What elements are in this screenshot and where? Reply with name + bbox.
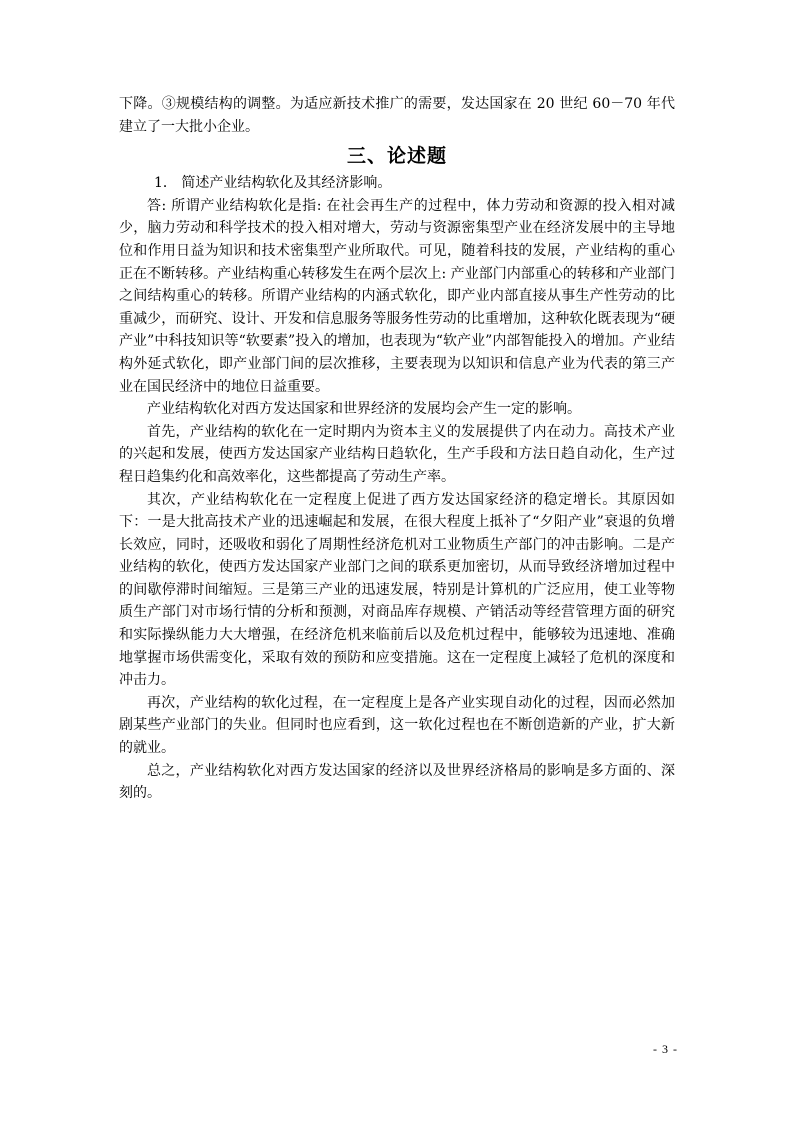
body-paragraph: 再次，产业结构的软化过程，在一定程度上是各产业实现自动化的过程，因而必然加剧某些产业部门的失业。但同时也应看到，这一软化过程也在不断创造新的产业，扩大新的就业。 xyxy=(119,694,675,757)
body-paragraph: 产业结构软化对西方发达国家和世界经济的发展均会产生一定的影响。 xyxy=(147,401,581,418)
section-title: 三、论述题 xyxy=(346,145,447,168)
intro-paragraph: 下降。③规模结构的调整。为适应新技术推广的需要，发达国家在 20 世纪 60－70 年代建立了一大批小企业。 xyxy=(119,96,675,135)
page-content xyxy=(119,93,675,805)
question-heading: 1． 简述产业结构软化及其经济影响。 xyxy=(154,175,392,192)
body-paragraph: 首先，产业结构的软化在一定时期内为资本主义的发展提供了内在动力。高技术产业的兴起和发展，使西方发达国家产业结构日趋软化，生产手段和方法日趋自动化，生产过程日趋集约化和高效率化，这些都提高了劳动生产率。 xyxy=(119,423,675,485)
conclusion-paragraph: 总之，产业结构软化对西方发达国家的经济以及世界经济格局的影响是多方面的、深刻的。 xyxy=(119,762,675,802)
answer-paragraph: 答: 所谓产业结构软化是指: 在社会再生产的过程中，体力劳动和资源的投入相对减少，脑力劳动和科学技术的投入相对增大，劳动与资源密集型产业在经济发展中的主导地位和作用日益为知识和技术密集型产业所取代。可见，随着科技的发展，产业结构的重心正在不断转移。产业结构重心转移发生在两个层次上: 产业部门内部重心的转移和产业部门之间结构重心的转移。所谓产业结构的内涵式软化，即产业内部直接从事生产性劳动的比重减少，而研究、设计、开发和信息服务等服务性劳动的比重增加，这种软化既表现为“硬产业”中科技知识等“软要素”投入的增加，也表现为“软产业”内部智能投入的增加。产业结构外延式软化，即产业部门间的层次推移，主要表现为以知识和信息产业为代表的第三产业在国民经济中的地位日益重要。 xyxy=(119,197,675,395)
page-number: - 3 - xyxy=(653,1042,678,1056)
body-paragraph: 其次，产业结构软化在一定程度上促进了西方发达国家经济的稳定增长。其原因如下：一是大批高技术产业的迅速崛起和发展，在很大程度上抵补了“夕阳产业”衰退的负增长效应，同时，还吸收和弱化了周期性经济危机对工业物质生产部门的冲击影响。二是产业结构的软化，使西方发达国家产业部门之间的联系更加密切，从而导致经济增加过程中的间歇停滞时间缩短。三是第三产业的迅速发展，特别是计算机的广泛应用，使工业等物质生产部门对市场行情的分析和预测，对商品库存规模、产销活动等经营管理方面的研究和实际操纵能力大大增强，在经济危机来临前后以及危机过程中，能够较为迅速地、准确地掌握市场供需变化，采取有效的预防和应变措施。这在一定程度上减轻了危机的深度和冲击力。 xyxy=(119,491,675,689)
